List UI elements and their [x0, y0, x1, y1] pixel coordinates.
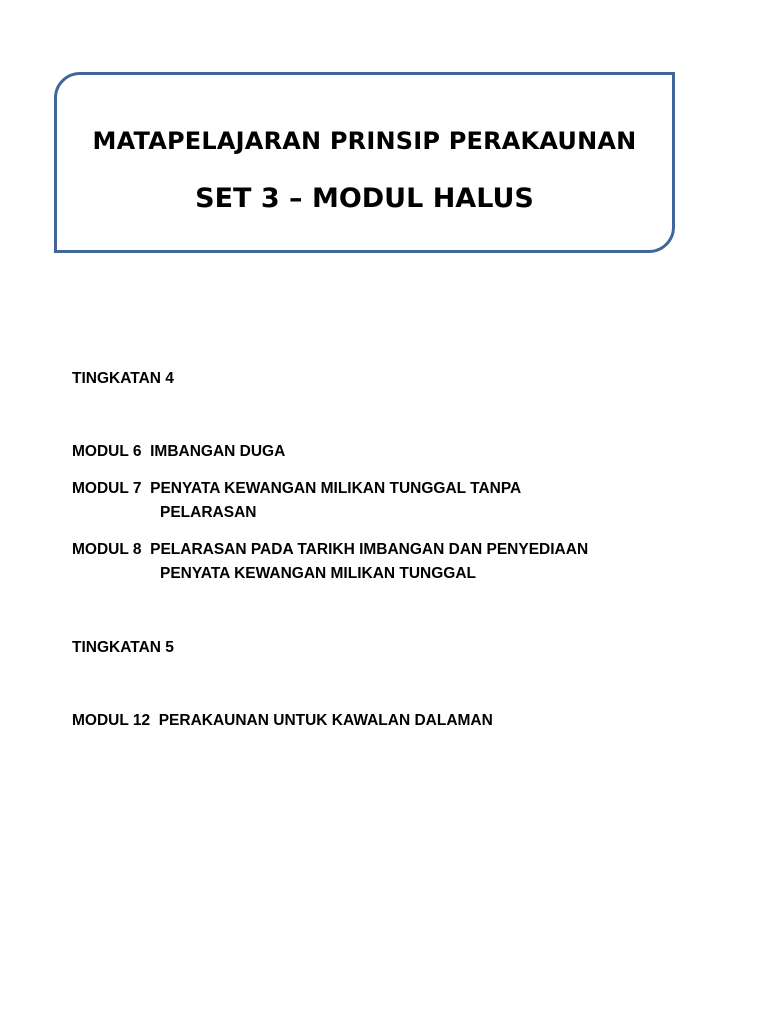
title-box	[54, 72, 675, 253]
module-12-row	[72, 709, 493, 733]
module-name: PENYATA KEWANGAN MILIKAN TUNGGAL TANPA	[150, 480, 522, 497]
module-name: IMBANGAN DUGA	[150, 443, 286, 460]
module-8-row	[72, 538, 588, 562]
module-7-row	[72, 477, 521, 501]
module-number: MODUL 6	[72, 443, 142, 460]
module-6-row	[72, 440, 285, 464]
module-name: PERAKAUNAN UNTUK KAWALAN DALAMAN	[158, 712, 493, 729]
module-number: MODUL 7	[72, 480, 142, 497]
subject-title: MATAPELAJARAN PRINSIP PERAKAUNAN	[92, 127, 637, 155]
module-8-continuation: PENYATA KEWANGAN MILIKAN TUNGGAL	[160, 565, 477, 582]
section-heading-tingkatan-4: TINGKATAN 4	[72, 370, 174, 387]
module-number: MODUL 8	[72, 541, 142, 558]
module-7-continuation: PELARASAN	[160, 504, 257, 521]
section-heading-tingkatan-5: TINGKATAN 5	[72, 639, 174, 656]
module-number: MODUL 12	[72, 712, 151, 729]
module-name: PELARASAN PADA TARIKH IMBANGAN DAN PENYEDIAAN	[150, 541, 589, 558]
set-title: SET 3 – MODUL HALUS	[195, 183, 534, 214]
